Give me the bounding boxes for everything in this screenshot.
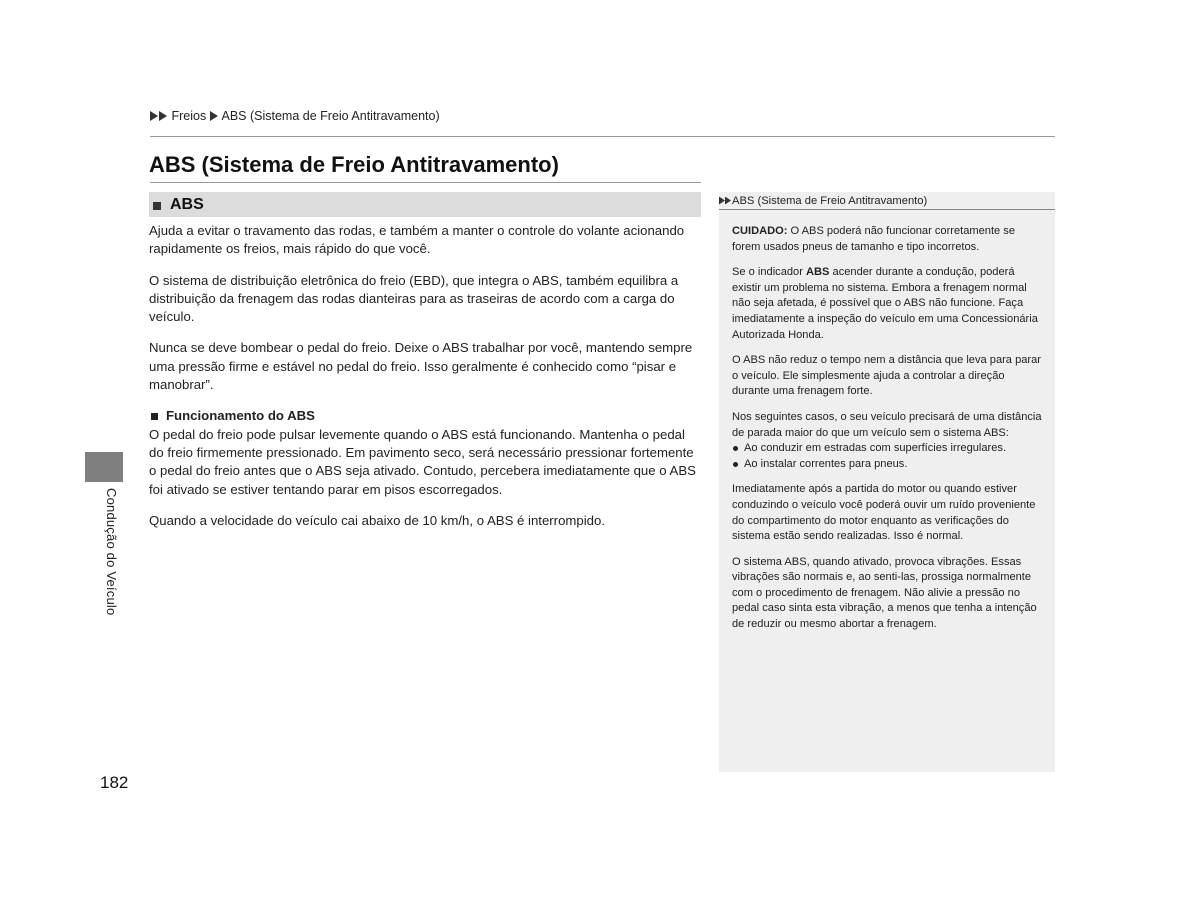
reference-arrow-icon — [719, 197, 731, 205]
side-note-header — [719, 192, 1055, 210]
side-note-title[interactable]: ABS (Sistema de Freio Antitravamento) — [732, 194, 928, 207]
main-content — [149, 222, 701, 543]
paragraph: Quando a velocidade do veículo cai abaixo de 10 km/h, o ABS é interrompido. — [149, 512, 605, 528]
subsection-square-icon — [151, 413, 158, 420]
chapter-label: Condução do Veículo — [104, 488, 119, 616]
chapter-tab-marker — [85, 452, 123, 482]
side-note-body — [719, 210, 1055, 633]
breadcrumb-arrow-icon — [150, 111, 158, 121]
paragraph: O pedal do freio pode pulsar levemente quando o ABS está funcionando. Mantenha o pedal do freio firmemente pressionado. Em pavimento seco, será necessário pressionar fortemente o pedal do freio antes que o ABS seja ativado. Contudo, percebera imediatamente que o ABS foi ativado se estiver tentando parar em pisos escorregados. — [149, 426, 696, 497]
list-item — [732, 457, 1045, 473]
breadcrumb-item-freios[interactable]: Freios — [171, 109, 207, 123]
note-text: acender durante a condução, poderá existir um problema no sistema. Embora a frenagem normal não seja afetada, é possível que o ABS não funcione. Faça imediatamente a inspeção do veículo em uma Concessionária Autorizada Honda. — [732, 266, 1038, 341]
note-paragraph: O ABS não reduz o tempo nem a distância que leva para parar o veículo. Ele simplesmente ajuda a controlar a direção durante uma frenagem forte. — [732, 354, 1041, 398]
subsection-heading — [149, 407, 701, 425]
list-item-text: Ao instalar correntes para pneus. — [744, 457, 908, 470]
list-item-text: Ao conduzir em estradas com superfícies irregulares. — [744, 442, 1007, 455]
subsection-title: Funcionamento do ABS — [166, 408, 315, 424]
note-text: Se o indicador — [732, 266, 807, 279]
header-divider — [150, 136, 1055, 137]
caution-label: CUIDADO: — [732, 225, 788, 237]
note-paragraph: Imediatamente após a partida do motor ou quando estiver conduzindo o veículo você poderá ouvir um ruído proveniente do compartimento do motor enquanto as verificações do sistema estão sendo realizadas. Isso é normal. — [732, 483, 1036, 543]
bullet-icon — [733, 446, 738, 451]
list-item — [732, 441, 1045, 457]
note-paragraph: Nos seguintes casos, o seu veículo precisará de uma distância de parada maior do que um veículo sem o sistema ABS: — [732, 410, 1042, 439]
caution-text: O ABS poderá não funcionar corretamente se forem usados pneus de tamanho e tipo incorretos. — [732, 225, 1016, 253]
section-square-icon — [153, 202, 161, 210]
paragraph: Ajuda a evitar o travamento das rodas, e também a manter o controle do volante acionando rapidamente os freios, mais rápido do que você. — [149, 223, 685, 257]
indicator-label: ABS — [806, 266, 830, 279]
section-header — [149, 192, 701, 217]
side-note-panel — [719, 192, 1055, 772]
breadcrumb-item-abs[interactable]: ABS (Sistema de Freio Antitravamento) — [221, 109, 440, 123]
section-title: ABS — [170, 195, 204, 213]
paragraph: O sistema de distribuição eletrônica do freio (EBD), que integra o ABS, também equilibra a distribuição da frenagem das rodas dianteiras para as traseiras de acordo com a carga do veículo. — [149, 272, 679, 325]
title-divider — [150, 182, 701, 183]
note-paragraph: O sistema ABS, quando ativado, provoca vibrações. Essas vibrações são normais e, ao senti-las, prossiga normalmente com o procedimento de frenagem. Não alivie a pressão no pedal caso sinta esta vibração, a menos que tenha a intenção de reduzir ou mesmo abortar a frenagem. — [732, 555, 1037, 631]
breadcrumb-arrow-icon — [159, 111, 167, 121]
caution-paragraph — [732, 224, 1045, 255]
paragraph: Nunca se deve bombear o pedal do freio. Deixe o ABS trabalhar por você, mantendo sempre uma pressão firme e estável no pedal do freio. Isso geralmente é conhecido como “pisar e manobrar”. — [149, 340, 693, 393]
breadcrumb — [150, 109, 440, 123]
note-paragraph — [732, 265, 1045, 343]
bullet-icon — [733, 462, 738, 467]
breadcrumb-arrow-icon — [210, 111, 218, 121]
page-title: ABS (Sistema de Freio Antitravamento) — [149, 152, 559, 177]
page-number: 182 — [100, 773, 129, 792]
